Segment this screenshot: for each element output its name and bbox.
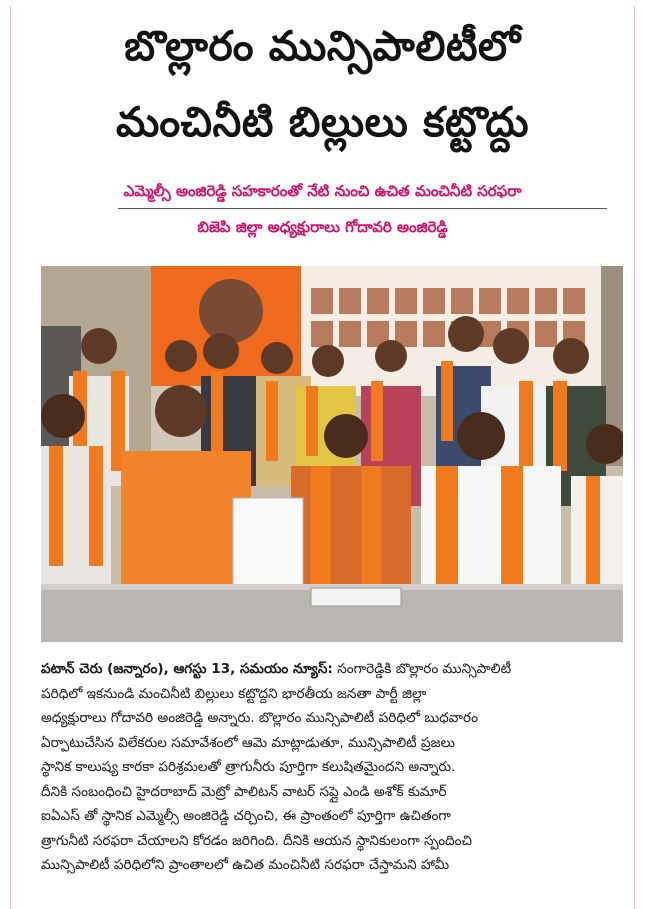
headline-line-2: మంచినీటి బిల్లులు కట్టొద్దు xyxy=(115,98,530,146)
subheading-1: ఎమ్మెల్సీ అంజిరెడ్డి సహకారంతో నేటి నుంచి ఉచిత మంచినీటి సరఫరా xyxy=(123,182,522,200)
article-line-9: మున్సిపాలిటీ పరిధిలోని ప్రాంతాలలో ఉచిత మంచినీటి సరఫరా చేస్తామని హామీ xyxy=(41,857,450,873)
photo-illustration xyxy=(41,266,623,642)
article-line-1-rest: సంగారెడ్డికి బొల్లారం మున్సిపాలిటీ xyxy=(332,661,512,677)
photo-book xyxy=(311,588,401,606)
article-line-6: దీనికి సంబంధించి హైదరాబాద్ మెట్రో పాలిటన్ వాటర్ సప్లై ఎండి అశోక్ కుమార్ xyxy=(41,783,447,800)
subheading-2: బిజెపి జిల్లా అధ్యక్షురాలు గోదావరి అంజిరెడ్డి xyxy=(197,218,448,236)
photo-banner-portrait xyxy=(199,279,263,343)
article-line-8: త్రాగునీటి సరఫరా చేయాలని కోరడం జరిగింది. దీనికి ఆయన స్థానికులంగా స్పందించి xyxy=(41,832,472,849)
article-line-4: ఏర్పాటుచేసిన విలేకరుల సమావేశంలో ఆమె మాట్లాడుతూ, మున్సిపాలిటీ ప్రజలు xyxy=(41,734,455,751)
photo-paper xyxy=(233,498,303,588)
article-dateline: పటాన్ చెరు (జన్నారం), ఆగస్టు 13, సమయం న్యూస్: xyxy=(41,661,333,677)
article-line-5: స్థానిక కాలుష్య కారకా పరిశ్రమలతో త్రాగునీరు పూర్తిగా కలుషితమైందని అన్నారు. xyxy=(41,759,456,775)
article-line-3: అధ్యక్షురాలు గోదావరి అంజిరెడ్డి అన్నారు. బొల్లారం మున్సిపాలిటీ పరిధిలో బుధవారం xyxy=(41,710,478,726)
subheading-divider xyxy=(118,208,607,209)
headline-line-1: బొల్లారం మున్సిపాలిటీలో xyxy=(124,22,521,70)
article-line-1 xyxy=(41,657,623,682)
article-body xyxy=(41,657,623,878)
article-line-7: ఐఏఎస్ తో స్థానిక ఎమ్మెల్సీ అంజిరెడ్డి చర్చించి, ఈ ప్రాంతంలో పూర్తిగా ఉచితంగా xyxy=(41,808,451,824)
article-line-2: పరిధిలో ఇకనుండి మంచినీటి బిల్లులు కట్టొద్దని భారతీయ జనతా పార్టీ జిల్లా xyxy=(41,685,427,702)
press-meet-photo xyxy=(41,266,623,642)
